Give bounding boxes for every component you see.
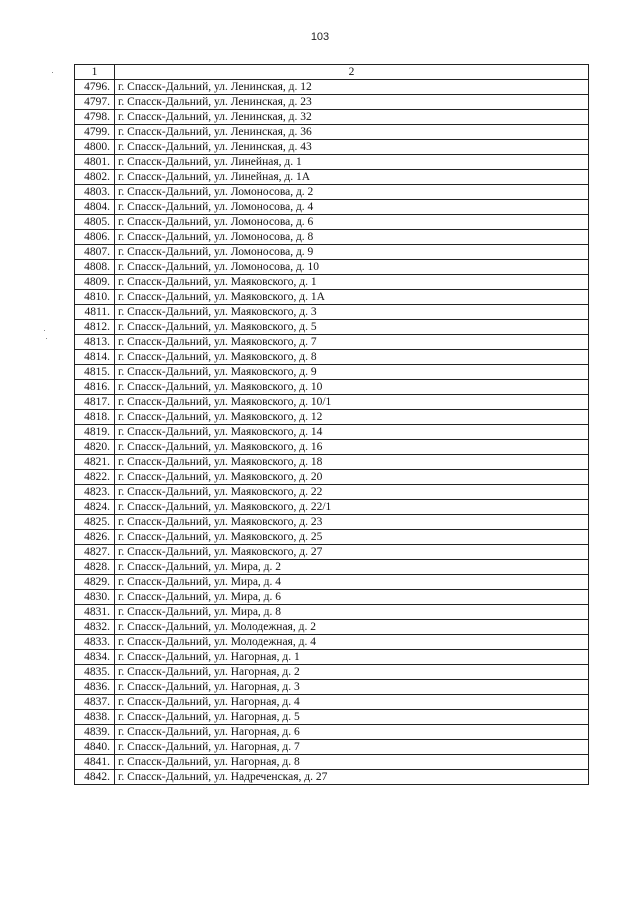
table-row	[75, 230, 589, 245]
row-number: 4821.	[75, 455, 115, 470]
address-table	[74, 64, 589, 785]
row-number: 4834.	[75, 650, 115, 665]
row-number: 4808.	[75, 260, 115, 275]
row-address: г. Спасск-Дальний, ул. Маяковского, д. 8	[115, 350, 589, 365]
row-number: 4798.	[75, 110, 115, 125]
row-address: г. Спасск-Дальний, ул. Нагорная, д. 3	[115, 680, 589, 695]
row-address: г. Спасск-Дальний, ул. Ломоносова, д. 2	[115, 185, 589, 200]
scan-speck	[46, 338, 47, 339]
table-row	[75, 275, 589, 290]
table-row	[75, 155, 589, 170]
table-row	[75, 110, 589, 125]
row-address: г. Спасск-Дальний, ул. Маяковского, д. 5	[115, 320, 589, 335]
row-number: 4830.	[75, 590, 115, 605]
row-address: г. Спасск-Дальний, ул. Ломоносова, д. 4	[115, 200, 589, 215]
scan-speck	[52, 72, 53, 73]
row-address: г. Спасск-Дальний, ул. Молодежная, д. 2	[115, 620, 589, 635]
row-number: 4809.	[75, 275, 115, 290]
table-row	[75, 650, 589, 665]
table-row	[75, 740, 589, 755]
table-row	[75, 380, 589, 395]
table-row	[75, 305, 589, 320]
table-row	[75, 470, 589, 485]
row-number: 4829.	[75, 575, 115, 590]
row-address: г. Спасск-Дальний, ул. Линейная, д. 1	[115, 155, 589, 170]
row-number: 4836.	[75, 680, 115, 695]
table-row	[75, 680, 589, 695]
column-header-number: 1	[75, 65, 115, 80]
row-number: 4840.	[75, 740, 115, 755]
row-address: г. Спасск-Дальний, ул. Маяковского, д. 3	[115, 305, 589, 320]
row-number: 4839.	[75, 725, 115, 740]
row-address: г. Спасск-Дальний, ул. Ленинская, д. 43	[115, 140, 589, 155]
row-address: г. Спасск-Дальний, ул. Мира, д. 2	[115, 560, 589, 575]
row-number: 4835.	[75, 665, 115, 680]
row-address: г. Спасск-Дальний, ул. Линейная, д. 1А	[115, 170, 589, 185]
table-row	[75, 185, 589, 200]
table-row	[75, 440, 589, 455]
row-address: г. Спасск-Дальний, ул. Нагорная, д. 7	[115, 740, 589, 755]
row-number: 4823.	[75, 485, 115, 500]
row-number: 4806.	[75, 230, 115, 245]
row-number: 4804.	[75, 200, 115, 215]
row-number: 4826.	[75, 530, 115, 545]
table-row	[75, 710, 589, 725]
row-address: г. Спасск-Дальний, ул. Маяковского, д. 7	[115, 335, 589, 350]
table-row	[75, 80, 589, 95]
row-number: 4800.	[75, 140, 115, 155]
row-number: 4811.	[75, 305, 115, 320]
table-row	[75, 635, 589, 650]
row-number: 4832.	[75, 620, 115, 635]
table-row	[75, 215, 589, 230]
table-row	[75, 290, 589, 305]
row-address: г. Спасск-Дальний, ул. Маяковского, д. 14	[115, 425, 589, 440]
row-number: 4797.	[75, 95, 115, 110]
table-row	[75, 515, 589, 530]
table-row	[75, 410, 589, 425]
table-row	[75, 455, 589, 470]
table-row	[75, 575, 589, 590]
row-number: 4810.	[75, 290, 115, 305]
row-address: г. Спасск-Дальний, ул. Маяковского, д. 22/1	[115, 500, 589, 515]
row-number: 4818.	[75, 410, 115, 425]
row-number: 4824.	[75, 500, 115, 515]
row-number: 4841.	[75, 755, 115, 770]
row-address: г. Спасск-Дальний, ул. Маяковского, д. 27	[115, 545, 589, 560]
table-row	[75, 170, 589, 185]
table-row	[75, 545, 589, 560]
table-row	[75, 755, 589, 770]
row-number: 4816.	[75, 380, 115, 395]
row-address: г. Спасск-Дальний, ул. Ленинская, д. 36	[115, 125, 589, 140]
table-row	[75, 95, 589, 110]
row-number: 4825.	[75, 515, 115, 530]
row-address: г. Спасск-Дальний, ул. Ломоносова, д. 8	[115, 230, 589, 245]
row-number: 4815.	[75, 365, 115, 380]
table-row	[75, 530, 589, 545]
row-address: г. Спасск-Дальний, ул. Молодежная, д. 4	[115, 635, 589, 650]
row-number: 4820.	[75, 440, 115, 455]
table-row	[75, 335, 589, 350]
row-address: г. Спасск-Дальний, ул. Ломоносова, д. 10	[115, 260, 589, 275]
table-row	[75, 425, 589, 440]
table-header-row	[75, 65, 589, 80]
row-number: 4838.	[75, 710, 115, 725]
row-number: 4796.	[75, 80, 115, 95]
table-row	[75, 395, 589, 410]
table-row	[75, 365, 589, 380]
table-row	[75, 125, 589, 140]
row-number: 4799.	[75, 125, 115, 140]
row-number: 4807.	[75, 245, 115, 260]
row-address: г. Спасск-Дальний, ул. Маяковского, д. 10	[115, 380, 589, 395]
column-header-address: 2	[115, 65, 589, 80]
table-row	[75, 140, 589, 155]
row-number: 4828.	[75, 560, 115, 575]
table-row	[75, 695, 589, 710]
row-address: г. Спасск-Дальний, ул. Маяковского, д. 18	[115, 455, 589, 470]
row-address: г. Спасск-Дальний, ул. Маяковского, д. 1А	[115, 290, 589, 305]
row-address: г. Спасск-Дальний, ул. Маяковского, д. 9	[115, 365, 589, 380]
row-address: г. Спасск-Дальний, ул. Нагорная, д. 6	[115, 725, 589, 740]
row-address: г. Спасск-Дальний, ул. Ломоносова, д. 9	[115, 245, 589, 260]
table-row	[75, 350, 589, 365]
table-row	[75, 770, 589, 785]
row-address: г. Спасск-Дальний, ул. Маяковского, д. 25	[115, 530, 589, 545]
row-number: 4812.	[75, 320, 115, 335]
row-address: г. Спасск-Дальний, ул. Маяковского, д. 12	[115, 410, 589, 425]
table-row	[75, 605, 589, 620]
row-address: г. Спасск-Дальний, ул. Маяковского, д. 23	[115, 515, 589, 530]
row-address: г. Спасск-Дальний, ул. Мира, д. 4	[115, 575, 589, 590]
table-row	[75, 590, 589, 605]
row-number: 4814.	[75, 350, 115, 365]
row-number: 4817.	[75, 395, 115, 410]
row-address: г. Спасск-Дальний, ул. Нагорная, д. 5	[115, 710, 589, 725]
row-number: 4803.	[75, 185, 115, 200]
row-number: 4801.	[75, 155, 115, 170]
row-address: г. Спасск-Дальний, ул. Маяковского, д. 20	[115, 470, 589, 485]
row-address: г. Спасск-Дальний, ул. Маяковского, д. 16	[115, 440, 589, 455]
table-row	[75, 620, 589, 635]
row-number: 4805.	[75, 215, 115, 230]
row-number: 4827.	[75, 545, 115, 560]
row-address: г. Спасск-Дальний, ул. Нагорная, д. 8	[115, 755, 589, 770]
table-row	[75, 320, 589, 335]
table-row	[75, 200, 589, 215]
row-number: 4837.	[75, 695, 115, 710]
table-row	[75, 245, 589, 260]
table-row	[75, 500, 589, 515]
row-number: 4831.	[75, 605, 115, 620]
row-address: г. Спасск-Дальний, ул. Нагорная, д. 1	[115, 650, 589, 665]
table-row	[75, 560, 589, 575]
table-row	[75, 260, 589, 275]
row-address: г. Спасск-Дальний, ул. Маяковского, д. 1	[115, 275, 589, 290]
row-address: г. Спасск-Дальний, ул. Надреченская, д. 27	[115, 770, 589, 785]
row-address: г. Спасск-Дальний, ул. Мира, д. 6	[115, 590, 589, 605]
row-number: 4822.	[75, 470, 115, 485]
row-address: г. Спасск-Дальний, ул. Мира, д. 8	[115, 605, 589, 620]
row-address: г. Спасск-Дальний, ул. Ломоносова, д. 6	[115, 215, 589, 230]
row-number: 4833.	[75, 635, 115, 650]
row-address: г. Спасск-Дальний, ул. Нагорная, д. 4	[115, 695, 589, 710]
row-address: г. Спасск-Дальний, ул. Маяковского, д. 22	[115, 485, 589, 500]
row-address: г. Спасск-Дальний, ул. Маяковского, д. 10/1	[115, 395, 589, 410]
page-number: 103	[310, 31, 330, 43]
row-number: 4802.	[75, 170, 115, 185]
row-address: г. Спасск-Дальний, ул. Ленинская, д. 32	[115, 110, 589, 125]
table-row	[75, 485, 589, 500]
row-address: г. Спасск-Дальний, ул. Ленинская, д. 23	[115, 95, 589, 110]
row-address: г. Спасск-Дальний, ул. Ленинская, д. 12	[115, 80, 589, 95]
table-row	[75, 665, 589, 680]
table-row	[75, 725, 589, 740]
row-number: 4819.	[75, 425, 115, 440]
row-number: 4842.	[75, 770, 115, 785]
row-number: 4813.	[75, 335, 115, 350]
scan-speck	[44, 330, 45, 331]
row-address: г. Спасск-Дальний, ул. Нагорная, д. 2	[115, 665, 589, 680]
